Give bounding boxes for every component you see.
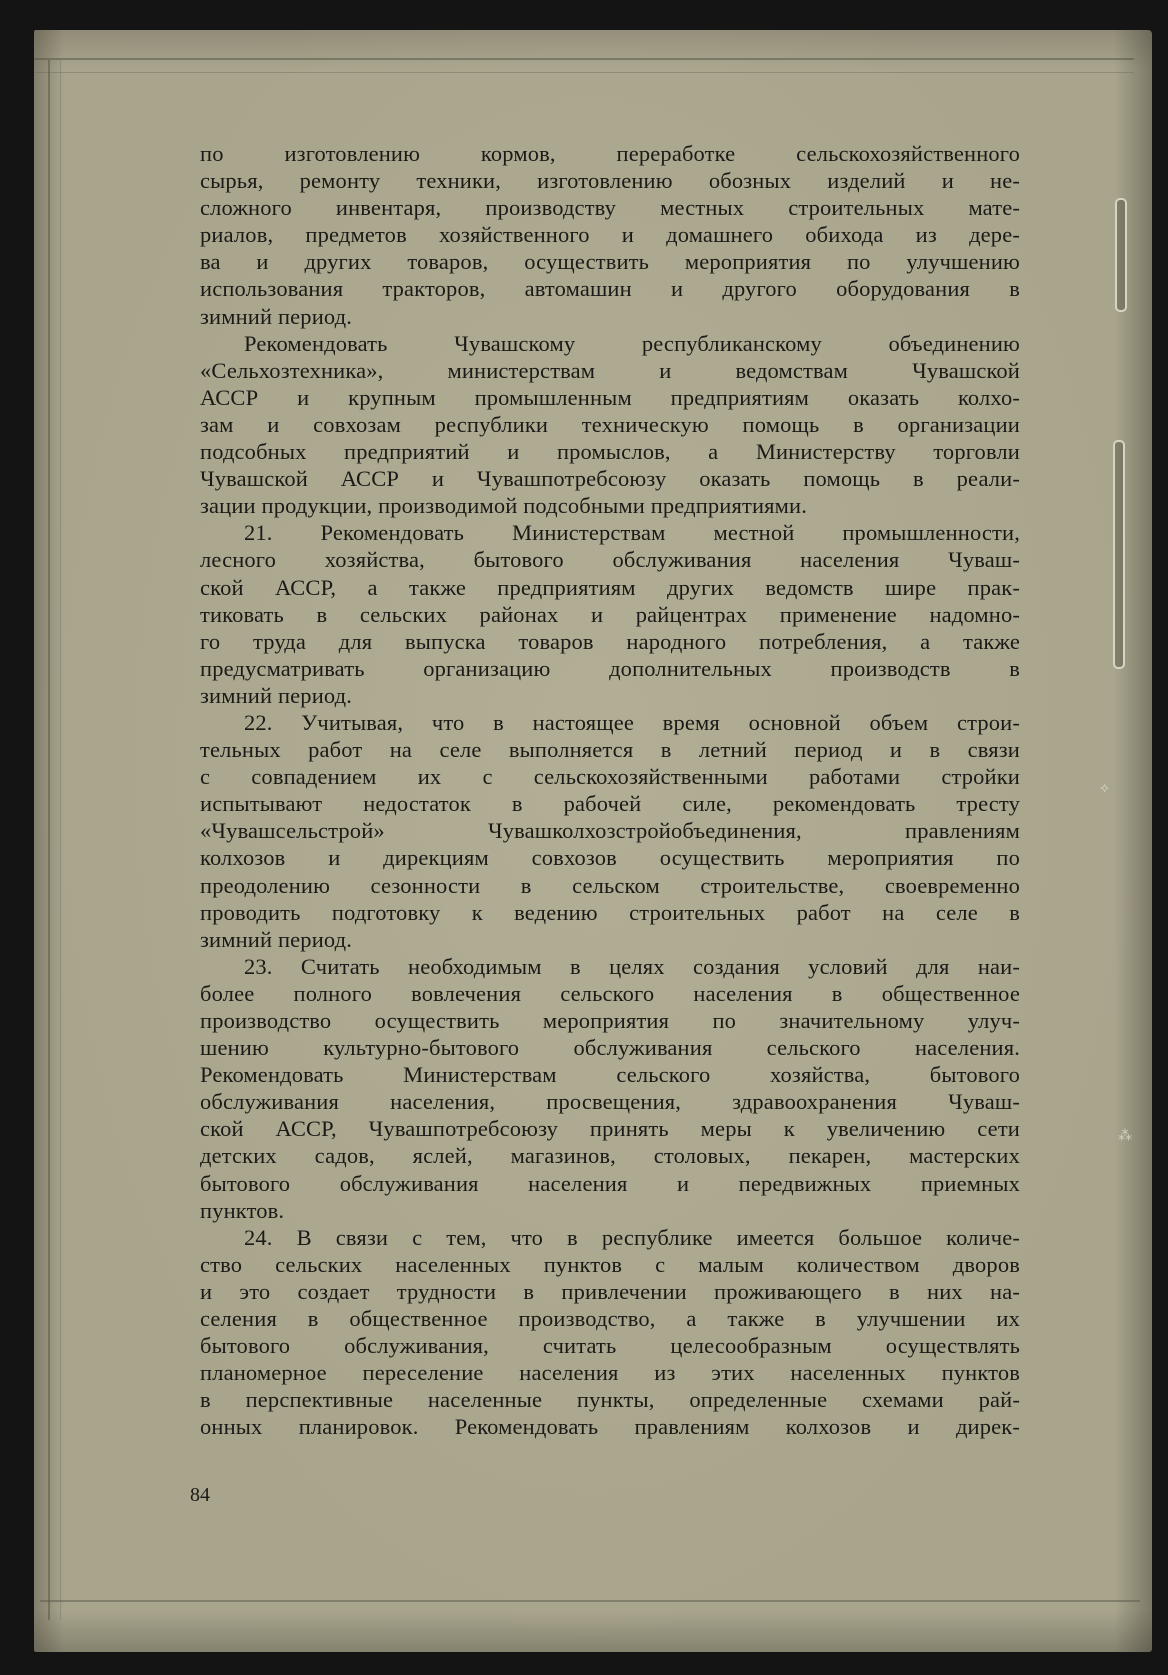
text-line: колхозов и дирекциям совхозов осуществить мероприятия по [200, 845, 1020, 871]
text-line: тиковать в сельских районах и райцентрах применение надомно- [200, 601, 1020, 627]
text-line: лесного хозяйства, бытового обслуживания населения Чуваш- [200, 547, 1020, 573]
text-line: 24. В связи с тем, что в республике имеется большое количе- [244, 1224, 1020, 1250]
text-line: ва и других товаров, осуществить мероприятия по улучшению [200, 249, 1020, 275]
text-line: предусматривать организацию дополнительных производств в [200, 655, 1020, 681]
binding-stitch-middle [1113, 440, 1125, 669]
text-line: и это создает трудности в привлечении проживающего в них на- [200, 1278, 1020, 1304]
text-line: ство сельских населенных пунктов с малым количеством дворов [200, 1251, 1020, 1277]
page-edge-bottom [40, 1600, 1140, 1612]
text-line: испытывают недостаток в рабочей силе, рекомендовать тресту [200, 791, 1020, 817]
text-line: 22. Учитывая, что в настоящее время основной объем строи- [244, 709, 1020, 735]
text-line: Чувашской АССР и Чувашпотребсоюзу оказать помощь в реали- [200, 466, 1020, 492]
text-line: риалов, предметов хозяйственного и домашнего обихода из дере- [200, 222, 1020, 248]
binding-thread-mark: ⁂ [1118, 1128, 1132, 1144]
text-line: АССР и крупным промышленным предприятиям оказать колхо- [200, 384, 1020, 410]
text-line: в перспективные населенные пункты, определенные схемами рай- [200, 1387, 1020, 1413]
text-line: бытового обслуживания, считать целесообразным осуществлять [200, 1333, 1020, 1359]
text-line: тельных работ на селе выполняется в летний период и в связи [200, 737, 1020, 763]
text-line: сырья, ремонту техники, изготовлению обозных изделий и не- [200, 168, 1020, 194]
text-line: проводить подготовку к ведению строительных работ на селе в [200, 899, 1020, 925]
body-text [200, 140, 1020, 1441]
text-line: обслуживания населения, просвещения, здравоохранения Чуваш- [200, 1089, 1020, 1115]
text-line: планомерное переселение населения из этих населенных пунктов [200, 1360, 1020, 1386]
text-line: ской АССР, а также предприятиям других ведомств шире прак- [200, 574, 1020, 600]
text-line: зимний период. [200, 926, 353, 952]
text-line: использования тракторов, автомашин и другого оборудования в [200, 276, 1020, 302]
text-line: зимний период. [200, 682, 353, 708]
page-number: 84 [190, 1484, 210, 1506]
page-edge-top [34, 58, 1134, 73]
text-line: преодолению сезонности в сельском строительстве, своевременно [200, 872, 1020, 898]
text-line: зимний период. [200, 303, 353, 329]
text-line: бытового обслуживания населения и передвижных приемных [200, 1170, 1020, 1196]
text-line: детских садов, яслей, магазинов, столовых, пекарен, мастерских [200, 1143, 1020, 1169]
text-line: производство осуществить мероприятия по значительному улуч- [200, 1008, 1020, 1033]
binding-stitch-top [1115, 198, 1127, 312]
text-line: шению культурно-бытового обслуживания сельского населения. [200, 1035, 1020, 1061]
text-line: Рекомендовать Чувашскому республиканскому объединению [244, 330, 1020, 356]
text-line: 23. Считать необходимым в целях создания условий для наи- [244, 953, 1020, 979]
text-line: ской АССР, Чувашпотребсоюзу принять меры к увеличению сети [200, 1116, 1020, 1142]
text-line: сложного инвентаря, производству местных строительных мате- [200, 195, 1020, 221]
page-edge-left [48, 60, 61, 1620]
text-line: с совпадением их с сельскохозяйственными работами стройки [200, 764, 1020, 790]
text-line: зации продукции, производимой подсобными предприятиями. [200, 493, 808, 519]
text-line: по изготовлению кормов, переработке сельскохозяйственного [200, 141, 1020, 166]
text-line: го труда для выпуска товаров народного потребления, а также [200, 628, 1020, 654]
text-line: зам и совхозам республики техническую помощь в организации [200, 411, 1020, 437]
text-line: 21. Рекомендовать Министерствам местной промышленности, [244, 520, 1020, 546]
text-line: подсобных предприятий и промыслов, а Министерству торговли [200, 439, 1020, 465]
binding-thread-mark: ⟡ [1100, 780, 1110, 796]
text-line: более полного вовлечения сельского населения в общественное [200, 980, 1020, 1006]
text-line: селения в общественное производство, а также в улучшении их [200, 1306, 1020, 1332]
text-line: «Сельхозтехника», министерствам и ведомствам Чувашской [200, 357, 1020, 383]
text-line: пунктов. [200, 1197, 285, 1223]
text-line: Рекомендовать Министерствам сельского хозяйства, бытового [200, 1062, 1020, 1088]
text-line: «Чувашсельстрой» Чувашколхозстройобъединения, правлениям [200, 818, 1020, 844]
text-line: онных планировок. Рекомендовать правлениям колхозов и дирек- [200, 1414, 1020, 1440]
